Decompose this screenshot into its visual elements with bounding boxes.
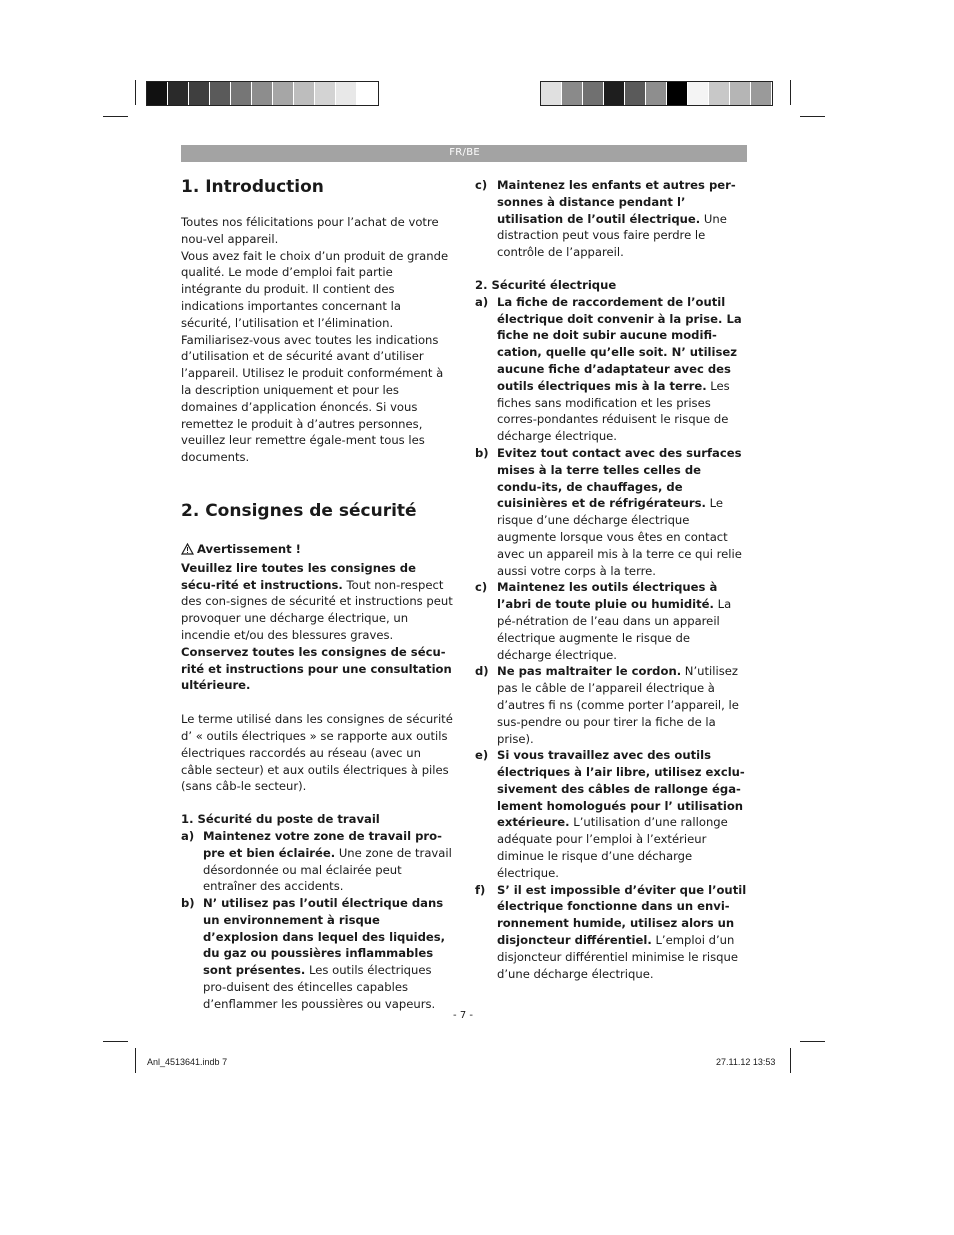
color-swatch: [231, 82, 252, 105]
color-swatch: [357, 82, 378, 105]
color-swatch: [667, 82, 688, 105]
color-swatch: [604, 82, 625, 105]
list-item: c) Maintenez les outils électriques à l’abri de toute pluie ou humidité. La pé-nétration de l’eau dans un appareil électrique augmente le risque de décharge électrique.: [475, 580, 732, 662]
color-swatch: [336, 82, 357, 105]
color-swatch: [210, 82, 231, 105]
intro-paragraph-1: Toutes nos félicitations pour l’achat de votre nou-vel appareil.: [181, 215, 439, 246]
crop-mark: [790, 80, 791, 105]
crop-mark: [135, 80, 136, 105]
warning-paragraph: [181, 560, 453, 644]
color-swatch: [562, 82, 583, 105]
crop-mark: [800, 1041, 825, 1042]
color-swatch: [252, 82, 273, 105]
list-item: f) S’ il est impossible d’éviter que l’outil électrique fonctionne dans un envi-ronnement humide, utilisez alors un disjoncteur différentiel. L’emploi d’un disjoncteur différentiel minimise le risque d’une décharge électrique.: [475, 882, 747, 981]
color-swatch: [147, 82, 168, 105]
warning-triangle-icon: [181, 543, 194, 560]
warning-bold: Veuillez lire toutes les consignes de sécu-rité et instructions.: [181, 560, 416, 592]
color-bar-left: [146, 81, 379, 106]
list-item: c) Maintenez les enfants et autres per-sonnes à distance pendant l’ utilisation de l’outil électrique. Une distraction peut vous faire perdre le contrôle de l’appareil.: [475, 178, 736, 260]
warning-label: Avertissement !: [197, 541, 301, 556]
color-swatch: [315, 82, 336, 105]
subsection-electrical-title: 2. Sécurité électrique: [475, 277, 617, 292]
crop-mark: [103, 116, 128, 117]
crop-mark: [790, 1048, 791, 1073]
safety-heading: 2. Consignes de sécurité: [181, 500, 417, 521]
subsection-workplace-title: 1. Sécurité du poste de travail: [181, 812, 380, 827]
color-swatch: [646, 82, 667, 105]
header-bar: [181, 145, 747, 162]
color-swatch: [751, 82, 772, 105]
term-paragraph: Le terme utilisé dans les consignes de sécurité d’ « outils électriques » se rapporte aux outils électriques raccordés au réseau (avec un câble secteur) et aux outils électriques à piles (sans câb-le secteur).: [181, 712, 453, 794]
color-swatch: [541, 82, 562, 105]
list-item: a) Maintenez votre zone de travail pro-pre et bien éclairée. Une zone de travail désordonnée ou mal éclairée peut entraîner des accidents.: [181, 828, 452, 894]
color-swatch: [583, 82, 604, 105]
intro-paragraph-2: Vous avez fait le choix d’un produit de grande qualité. Le mode d’emploi fait partie intégrante du produit. Il contient des indications importantes concernant la sécurité, l’utilisation et l’élimination. Familiarisez-vous avec toutes les indications d’utilisation et de sécurité avant d’utiliser l’appareil. Utilisez le produit conformément à la description uniquement et pour les domaines d’application énoncés. Si vous remettez le produit à d’autres personnes, veuillez leur remettre égale-ment tous les documents.: [181, 248, 449, 465]
color-swatch: [709, 82, 730, 105]
warning-text: Tout non-respect des con-signes de sécurité et instructions peut provoquer une décharge électrique, un incendie et/ou des blessures graves.: [181, 577, 453, 642]
color-swatch: [189, 82, 210, 105]
language-label: FR/BE: [449, 147, 480, 158]
crop-mark: [135, 1048, 136, 1073]
footer-filename: Anl_4513641.indb 7: [147, 1057, 228, 1067]
list-item: b) Evitez tout contact avec des surfaces mises à la terre telles celles de condu-its, de chauffages, de cuisinières et de réfrigérateurs. Le risque d’une décharge électrique augmente lorsque vous êtes en contact avec un appareil mis à la terre ce qui relie aussi votre corps à la terre.: [475, 445, 742, 578]
list-item: b) N’ utilisez pas l’outil électrique dans un environnement à risque d’explosion dans lequel des liquides, du gaz ou poussières inflammables sont présentes. Les outils électriques pro-duisent des étincelles capables d’enflammer les poussières ou vapeurs.: [181, 896, 446, 1011]
page-number: - 7 -: [453, 1010, 473, 1021]
color-swatch: [625, 82, 646, 105]
intro-heading: 1. Introduction: [181, 177, 324, 197]
crop-mark: [800, 116, 825, 117]
crop-mark: [103, 1041, 128, 1042]
keep-instructions: Conservez toutes les consignes de sécu-rité et instructions pour une consultation ultérieure.: [181, 644, 452, 693]
color-swatch: [273, 82, 294, 105]
list-item: a) La fiche de raccordement de l’outil électrique doit convenir à la prise. La fiche ne doit subir aucune modifi-cation, quelle qu’elle soit. N’ utilisez aucune fiche d’adaptateur avec des outils électriques mis à la terre. Les fiches sans modification et les prises corres-pondantes réduisent le risque de décharge électrique.: [475, 294, 742, 444]
left-column: [181, 177, 453, 1013]
warning-line: [181, 541, 453, 560]
color-swatch: [688, 82, 709, 105]
footer-datetime: 27.11.12 13:53: [716, 1057, 776, 1067]
color-swatch: [730, 82, 751, 105]
list-item: d) Ne pas maltraiter le cordon. N’utilisez pas le câble de l’appareil électrique à d’autres fi ns (comme porter l’appareil, le sus-pendre ou pour tirer la fiche de la prise).: [475, 664, 739, 746]
right-column: [475, 177, 747, 982]
color-swatch: [168, 82, 189, 105]
color-bar-right: [540, 81, 773, 106]
color-swatch: [294, 82, 315, 105]
list-item: e) Si vous travaillez avec des outils électriques à l’air libre, utilisez exclu-sivement des câbles de rallonge éga-lement homologués pour l’ utilisation extérieure. L’utilisation d’une rallonge adéquate pour l’emploi à l’extérieur diminue le risque d’une décharge électrique.: [475, 748, 745, 880]
